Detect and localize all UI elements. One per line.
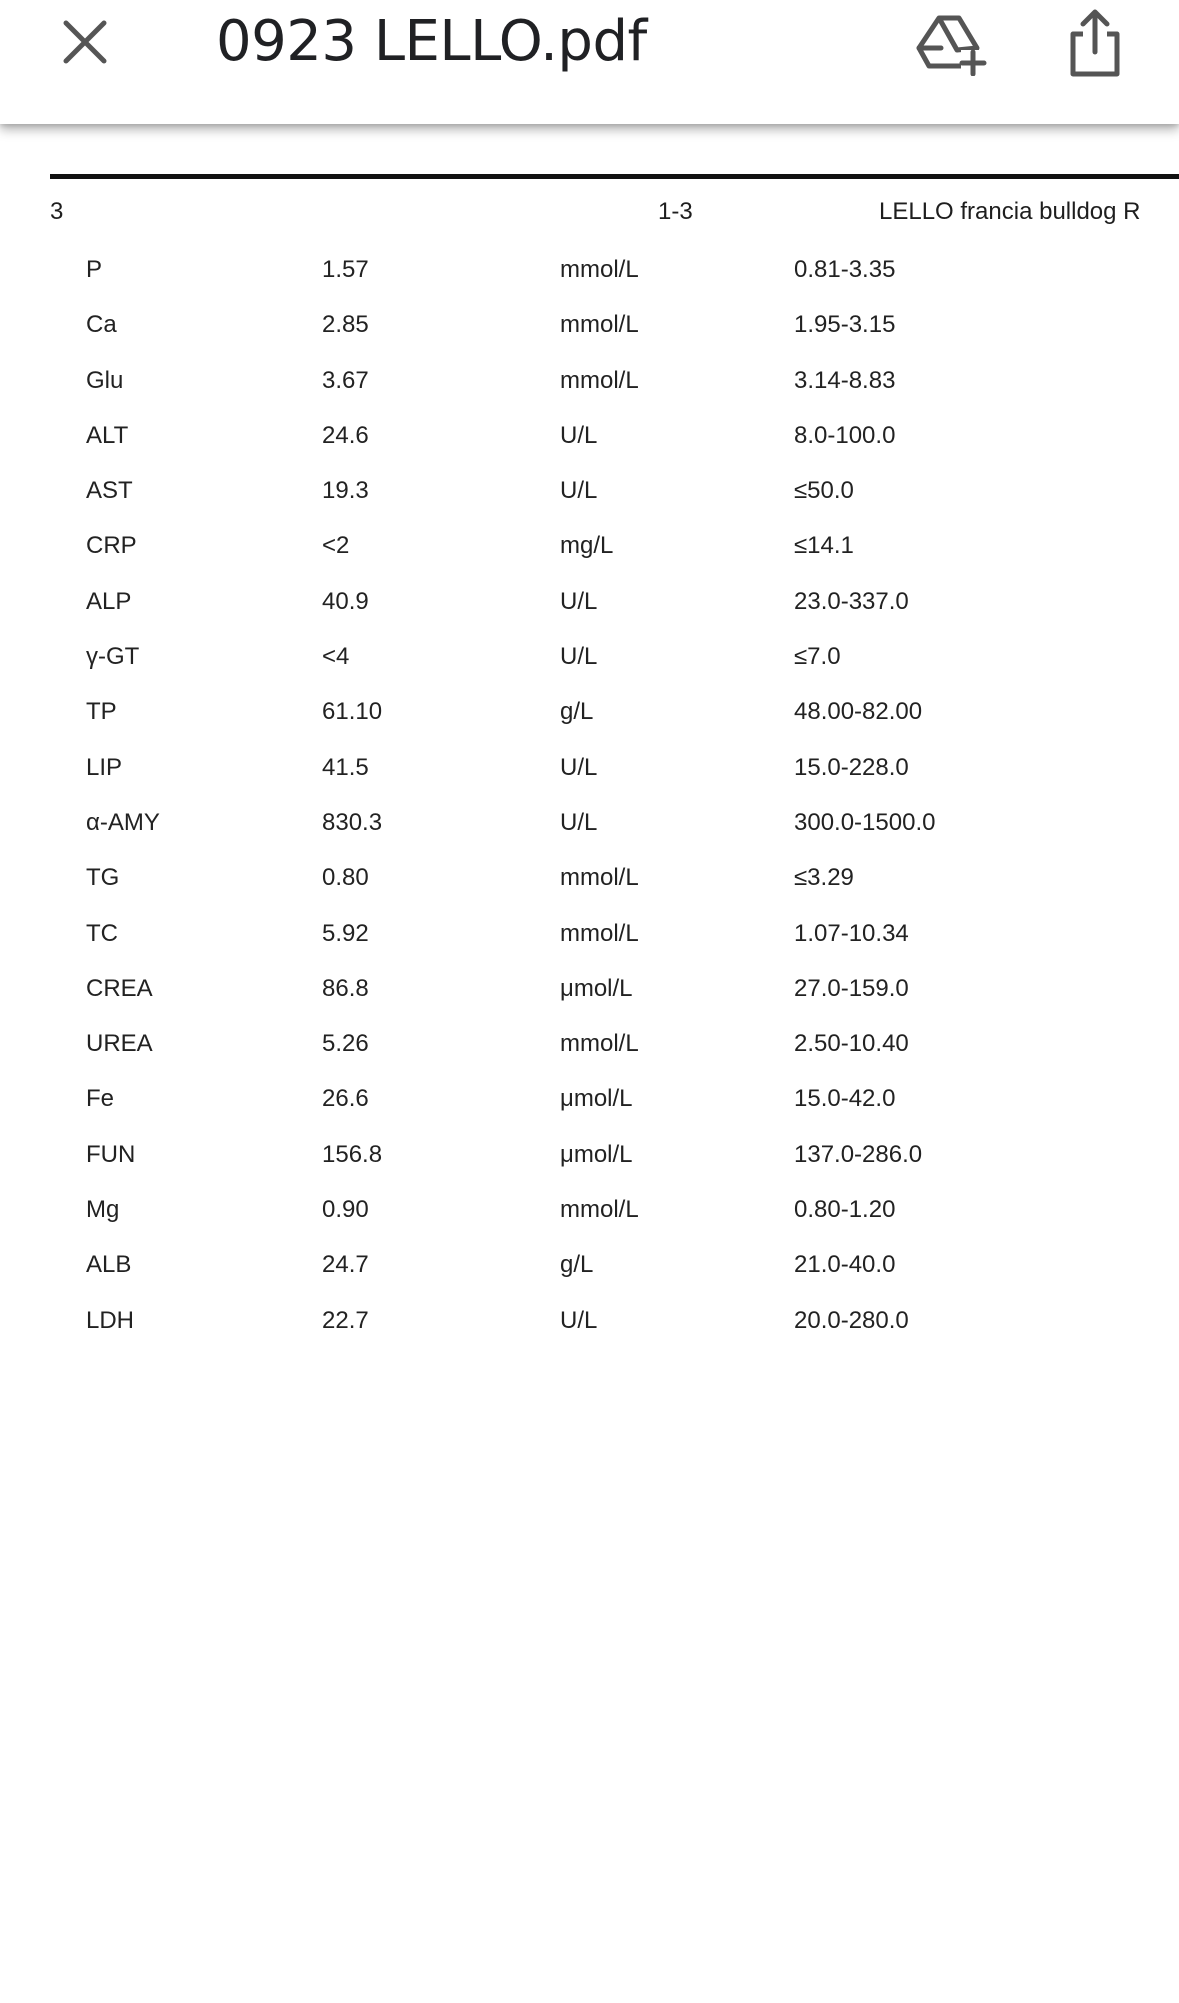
test-unit: U/L xyxy=(560,587,598,615)
header-rule xyxy=(50,174,1179,179)
reference-range: 15.0-228.0 xyxy=(794,753,909,781)
reference-range: 2.50-10.40 xyxy=(794,1030,909,1058)
test-value: 61.10 xyxy=(322,698,383,726)
test-name: ALP xyxy=(86,587,132,615)
page-number: 3 xyxy=(50,198,64,225)
reference-range: ≤3.29 xyxy=(794,864,854,892)
table-row xyxy=(0,795,1179,850)
test-value: 26.6 xyxy=(322,1085,369,1113)
close-icon xyxy=(61,18,109,66)
reference-range: ≤14.1 xyxy=(794,532,854,560)
test-value: 3.67 xyxy=(322,366,369,394)
reference-range: 20.0-280.0 xyxy=(794,1306,909,1334)
test-name: LIP xyxy=(86,753,123,781)
results-table xyxy=(0,242,1179,1348)
table-row xyxy=(0,1016,1179,1071)
test-unit: U/L xyxy=(560,421,598,449)
reference-range: 137.0-286.0 xyxy=(794,1140,923,1168)
test-unit: mg/L xyxy=(560,532,614,560)
test-name: FUN xyxy=(86,1140,136,1168)
table-row xyxy=(0,740,1179,795)
test-unit: mmol/L xyxy=(560,311,639,339)
reference-range: 1.07-10.34 xyxy=(794,919,909,947)
test-value: <2 xyxy=(322,532,350,560)
test-value: 19.3 xyxy=(322,477,369,505)
test-unit: U/L xyxy=(560,753,598,781)
table-row xyxy=(0,574,1179,629)
reference-range: 15.0-42.0 xyxy=(794,1085,896,1113)
test-unit: U/L xyxy=(560,477,598,505)
test-name: Ca xyxy=(86,311,117,339)
test-value: 22.7 xyxy=(322,1306,369,1334)
test-unit: mmol/L xyxy=(560,256,639,283)
table-row xyxy=(0,1182,1179,1237)
reference-range: ≤7.0 xyxy=(794,643,841,671)
test-value: 156.8 xyxy=(322,1140,383,1168)
test-value: <4 xyxy=(322,643,350,671)
test-name: P xyxy=(86,256,103,283)
test-unit: mmol/L xyxy=(560,919,639,947)
reference-range: 21.0-40.0 xyxy=(794,1251,896,1279)
test-name: Fe xyxy=(86,1085,115,1113)
page-range: 1-3 xyxy=(658,198,693,225)
test-name: Glu xyxy=(86,366,124,394)
patient-name: LELLO francia bulldog R xyxy=(879,198,1141,225)
test-name: TC xyxy=(86,919,118,947)
table-row xyxy=(0,297,1179,352)
reference-range: ≤50.0 xyxy=(794,477,854,505)
test-name: LDH xyxy=(86,1306,135,1334)
test-value: 24.7 xyxy=(322,1251,369,1279)
test-value: 830.3 xyxy=(322,808,383,836)
table-row xyxy=(0,408,1179,463)
reference-range: 8.0-100.0 xyxy=(794,421,896,449)
table-row xyxy=(0,463,1179,518)
test-unit: g/L xyxy=(560,1251,594,1279)
reference-range: 300.0-1500.0 xyxy=(794,808,936,836)
test-value: 24.6 xyxy=(322,421,369,449)
pdf-page xyxy=(0,124,1179,2003)
test-name: γ-GT xyxy=(86,643,140,671)
test-unit: μmol/L xyxy=(560,1140,633,1168)
test-name: ALB xyxy=(86,1251,132,1279)
test-unit: U/L xyxy=(560,808,598,836)
add-to-drive-button[interactable] xyxy=(908,4,994,84)
test-value: 0.80 xyxy=(322,864,369,892)
test-unit: mmol/L xyxy=(560,1030,639,1058)
test-name: Mg xyxy=(86,1196,120,1224)
test-value: 5.26 xyxy=(322,1030,369,1058)
test-unit: g/L xyxy=(560,698,594,726)
test-name: CREA xyxy=(86,974,153,1002)
test-value: 86.8 xyxy=(322,974,369,1002)
reference-range: 0.81-3.35 xyxy=(794,256,896,283)
test-value: 5.92 xyxy=(322,919,369,947)
table-row xyxy=(0,850,1179,905)
reference-range: 23.0-337.0 xyxy=(794,587,909,615)
test-unit: μmol/L xyxy=(560,974,633,1002)
test-unit: U/L xyxy=(560,1306,598,1334)
test-name: TP xyxy=(86,698,117,726)
report-header xyxy=(0,190,1179,234)
reference-range: 48.00-82.00 xyxy=(794,698,923,726)
test-value: 1.57 xyxy=(322,256,369,283)
reference-range: 3.14-8.83 xyxy=(794,366,896,394)
table-row xyxy=(0,629,1179,684)
table-row xyxy=(0,353,1179,408)
table-row xyxy=(0,242,1179,297)
test-value: 2.85 xyxy=(322,311,369,339)
test-name: CRP xyxy=(86,532,137,560)
test-unit: mmol/L xyxy=(560,366,639,394)
test-unit: U/L xyxy=(560,643,598,671)
table-row xyxy=(0,1127,1179,1182)
share-icon xyxy=(1067,8,1123,78)
table-row xyxy=(0,1071,1179,1126)
test-name: TG xyxy=(86,864,120,892)
pdf-viewer-toolbar xyxy=(0,0,1179,124)
test-name: ALT xyxy=(86,421,129,449)
test-name: UREA xyxy=(86,1030,153,1058)
reference-range: 1.95-3.15 xyxy=(794,311,896,339)
test-value: 41.5 xyxy=(322,753,369,781)
reference-range: 27.0-159.0 xyxy=(794,974,909,1002)
document-title: 0923 LELLO.pdf xyxy=(216,9,647,74)
table-row xyxy=(0,1293,1179,1348)
test-name: α-AMY xyxy=(86,808,160,836)
table-row xyxy=(0,1237,1179,1292)
share-button[interactable] xyxy=(1050,0,1140,86)
test-unit: mmol/L xyxy=(560,1196,639,1224)
test-value: 40.9 xyxy=(322,587,369,615)
close-button[interactable] xyxy=(40,0,130,84)
table-row xyxy=(0,906,1179,961)
test-name: AST xyxy=(86,477,133,505)
table-row xyxy=(0,684,1179,739)
test-unit: mmol/L xyxy=(560,864,639,892)
table-row xyxy=(0,961,1179,1016)
reference-range: 0.80-1.20 xyxy=(794,1196,896,1224)
table-row xyxy=(0,518,1179,573)
test-value: 0.90 xyxy=(322,1196,369,1224)
test-unit: μmol/L xyxy=(560,1085,633,1113)
add-to-drive-icon xyxy=(915,12,987,76)
